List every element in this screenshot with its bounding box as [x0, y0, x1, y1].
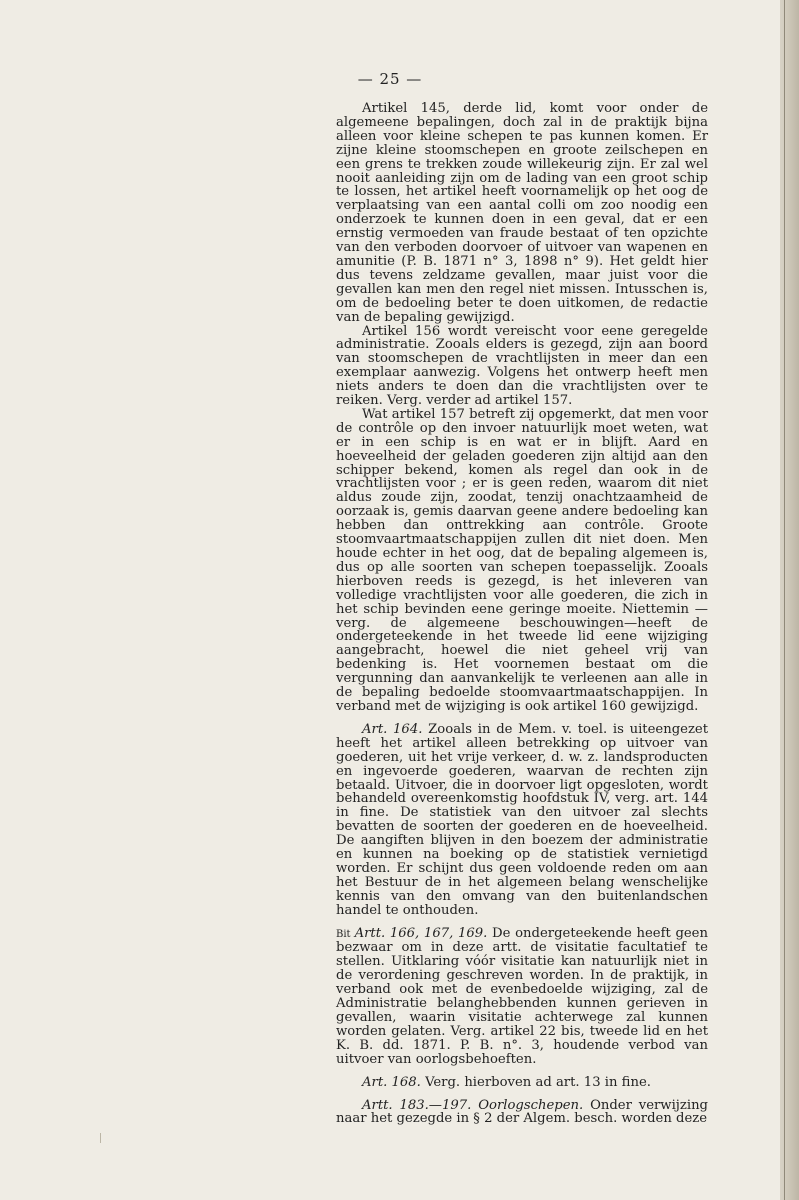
margin-mark-line — [100, 1133, 101, 1143]
paragraph-artt-183-197 — [336, 1099, 708, 1127]
paragraph-art-164 — [336, 723, 708, 918]
article-ref: Art. 164. — [362, 721, 423, 737]
body-text — [336, 102, 708, 1126]
paragraph-artt-166-169 — [336, 927, 708, 1067]
paragraph-art-156: Artikel 156 wordt vereischt voor eene geregelde administratie. Zooals elders is gezegd, zijn aan boord van stoomschepen de vrachtlijsten in meer dan een exemplaar aanwezig. Volgens het ontwerp heeft men niets anders te doen dan die vrachtlijsten over te reiken. Verg. verder ad artikel 157. — [336, 323, 708, 409]
book-spine-edge — [780, 0, 799, 1200]
paragraph-art-168 — [336, 1076, 708, 1090]
article-ref: Artt. 166, 167, 169. — [354, 925, 488, 941]
margin-mark: Bit — [336, 928, 351, 940]
paragraph-body: De ondergeteekende heeft geen bezwaar om in deze artt. de visitatie facultatief te stellen. Uitklaring vóór visitatie kan natuurlijk niet in de verordening geschreven worden. In de praktijk, in verband ook met de evenbedoelde wijziging, zal de Administratie belanghebbenden kunnen gerieven in gevallen, waarin visitatie achterwege zal kunnen worden gelaten. Verg. artikel 22 bis, tweede lid en het K. B. dd. 1871. P. B. n°. 3, houdende verbod van uitvoer van oorlogsbehoeften. — [336, 925, 708, 1067]
paragraph-art-145: Artikel 145, derde lid, komt voor onder de algemeene bepalingen, doch zal in de praktijk bijna alleen voor kleine schepen te pas kunnen komen. Er zijne kleine stoomschepen en groote zeilschepen en een grens te trekken zoude willekeurig zijn. Er zal wel nooit aanleiding zijn om de lading van een groot schip te lossen, het artikel heeft voornamelijk op het oog de verplaatsing van een aantal colli om zoo noodig een onderzoek te kunnen doen in een geval, dat er een ernstig vermoeden van fraude bestaat of ten opzichte van den verboden doorvoer of uitvoer van wapenen en amunitie (P. B. 1871 n° 3, 1898 n° 9). Het geldt hier dus tevens zeldzame gevallen, maar juist voor die gevallen kan men den regel niet missen. Intusschen is, om de bedoeling beter te doen uitkomen, de redactie van de bepaling gewijzigd. — [336, 101, 708, 325]
article-ref: Art. 168. — [362, 1074, 421, 1090]
paragraph-body: Zooals in de Mem. v. toel. is uiteengezet heeft het artikel alleen betrekking op uitvoer van goederen, uit het vrije verkeer, d. w. z. landsproducten en ingevoerde goederen, waarvan de rechten zijn betaald. Uitvoer, die in doorvoer ligt opgesloten, wordt behandeld overeenkomstig hoofdstuk IV, verg. art. 144 in fine. De statistiek van den uitvoer zal slechts bevatten de soorten der goederen en de hoeveelheid. De aangiften blijven in den boezem der administratie en kunnen na boeking op de statistiek vernietigd worden. Er schijnt dus geen voldoende reden om aan het Bestuur de in het algemeen belang wenschelijke kennis van den omvang van den buitenlandschen handel te onthouden. — [336, 721, 709, 918]
article-ref: Artt. 183.—197. Oorlogschepen. — [362, 1097, 584, 1113]
paragraph-art-157: Wat artikel 157 betreft zij opgemerkt, dat men voor de contrôle op den invoer natuurlijk moet weten, wat er in een schip is en wat er in blijft. Aard en hoeveelheid der geladen goederen zijn altijd aan den schipper bekend, komen als regel dan ook in de vrachtlijsten voor ; er is geen reden, waarom dit niet aldus zoude zijn, zoodat, tenzij onachtzaamheid de oorzaak is, gemis daarvan geene andere bedoeling kan hebben dan onttrekking aan contrôle. Groote stoomvaartmaatschappijen zullen dit niet doen. Men houde echter in het oog, dat de bepaling algemeen is, dus op alle soorten van schepen toepasselijk. Zooals hierboven reeds is gezegd, is het inleveren van volledige vrachtlijsten voor alle goederen, die zich in het schip bevinden eene geringe moeite. Niettemin — verg. de algemeene beschouwingen—heeft de ondergeteekende in het tweede lid eene wijziging aangebracht, hoewel die niet geheel vrij van bedenking is. Het voornemen bestaat om die vergunning dan aanvankelijk te verleenen aan alle in de bepaling bedoelde stoomvaartmaatschappijen. In verband met de wijziging is ook artikel 160 gewijzigd. — [336, 406, 708, 714]
paragraph-body: Onder verwijzing naar het gezegde in § 2 der Algem. besch. worden deze — [336, 1097, 709, 1127]
paragraph-body: Verg. hierboven ad art. 13 in fine. — [420, 1074, 651, 1090]
page-number: — 25 — — [357, 70, 423, 88]
